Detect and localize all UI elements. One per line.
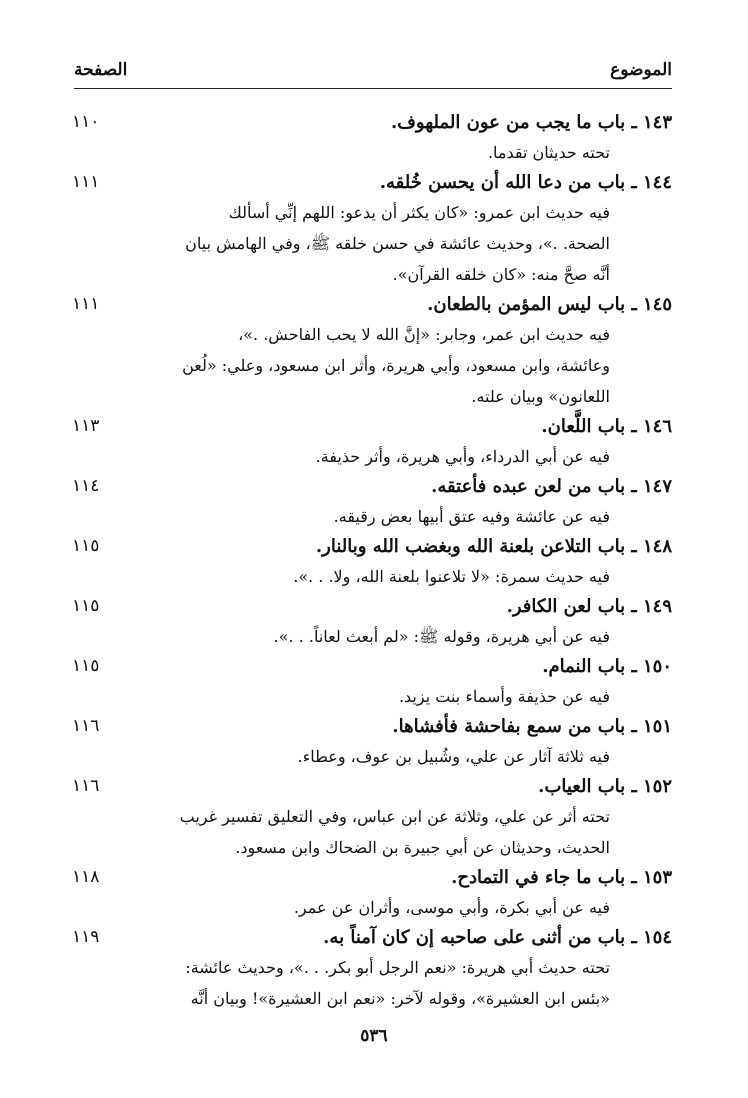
entry-description bbox=[120, 892, 672, 923]
contents-entry bbox=[72, 472, 672, 532]
topic-column-header: الموضوع bbox=[610, 60, 672, 80]
description-line: اللعانون» وبيان علته. bbox=[471, 387, 610, 406]
description-line: فيه عن حذيفة وأسماء بنت يزيد. bbox=[398, 687, 610, 706]
description-line: «بئس ابن العشيرة»، وقوله لآخر: «نعم ابن العشيرة»! وبيان أنَّه bbox=[190, 989, 610, 1008]
description-line: فيه عن عائشة وفيه عتق أبيها بعض رقيقه. bbox=[333, 507, 610, 526]
table-header bbox=[74, 58, 672, 84]
entry-description bbox=[120, 441, 672, 472]
entry-page-number: ١١٣ bbox=[72, 416, 100, 436]
contents-entry bbox=[72, 532, 672, 592]
contents-entry bbox=[72, 412, 672, 472]
entry-page-number: ١١٤ bbox=[72, 476, 100, 496]
description-line: تحته أثر عن علي، وثلاثة عن ابن عباس، وفي التعليق تفسير غريب bbox=[179, 807, 610, 826]
contents-entry bbox=[72, 923, 672, 1014]
header-divider bbox=[74, 88, 672, 89]
entry-description bbox=[120, 561, 672, 592]
entry-description bbox=[120, 741, 672, 772]
description-line: فيه عن أبي بكرة، وأبي موسى، وأثران عن عمر. bbox=[293, 898, 610, 917]
contents-list bbox=[72, 108, 672, 1014]
contents-entry bbox=[72, 652, 672, 712]
entry-title: ١٤٣ ـ باب ما يجب من عون الملهوف. bbox=[391, 112, 672, 133]
page-column-header: الصفحة bbox=[74, 60, 128, 80]
entry-title: ١٥٢ ـ باب العياب. bbox=[538, 776, 672, 797]
entry-title: ١٤٤ ـ باب من دعا الله أن يحسن خُلقه. bbox=[379, 172, 672, 193]
entry-title: ١٤٦ ـ باب اللَّعان. bbox=[541, 416, 672, 437]
entry-page-number: ١١٠ bbox=[72, 112, 100, 132]
entry-description bbox=[120, 319, 672, 412]
description-line: وعائشة، وابن مسعود، وأبي هريرة، وأثر ابن مسعود، وعلي: «لُعن bbox=[182, 356, 610, 375]
contents-entry bbox=[72, 863, 672, 923]
entry-page-number: ١١١ bbox=[72, 172, 100, 192]
entry-page-number: ١١١ bbox=[72, 294, 100, 314]
entry-title: ١٥٤ ـ باب من أثنى على صاحبه إن كان آمناً به. bbox=[323, 927, 672, 948]
description-line: فيه عن أبي الدرداء، وأبي هريرة، وأثر حذيفة. bbox=[315, 447, 610, 466]
description-line: أنَّه صحَّ منه: «كان خلقه القرآن». bbox=[392, 265, 610, 284]
entry-page-number: ١١٥ bbox=[72, 656, 100, 676]
entry-description bbox=[120, 952, 672, 1014]
contents-entry bbox=[72, 712, 672, 772]
entry-description bbox=[120, 681, 672, 712]
entry-description bbox=[120, 501, 672, 532]
entry-description bbox=[120, 621, 672, 652]
contents-entry bbox=[72, 168, 672, 290]
entry-description bbox=[120, 801, 672, 863]
entry-page-number: ١١٨ bbox=[72, 867, 100, 887]
entry-page-number: ١١٦ bbox=[72, 776, 100, 796]
contents-entry bbox=[72, 108, 672, 168]
entry-description bbox=[120, 197, 672, 290]
entry-page-number: ١١٥ bbox=[72, 596, 100, 616]
contents-entry bbox=[72, 290, 672, 412]
entry-page-number: ١١٩ bbox=[72, 927, 100, 947]
entry-title: ١٤٩ ـ باب لعن الكافر. bbox=[506, 596, 672, 617]
entry-title: ١٤٧ ـ باب من لعن عبده فأعتقه. bbox=[431, 476, 672, 497]
entry-description bbox=[120, 137, 672, 168]
entry-title: ١٤٨ ـ باب التلاعن بلعنة الله وبغضب الله وبالنار. bbox=[315, 536, 672, 557]
entry-page-number: ١١٥ bbox=[72, 536, 100, 556]
description-line: تحته حديث أبي هريرة: «نعم الرجل أبو بكر. . .»، وحديث عائشة: bbox=[185, 958, 610, 977]
contents-entry bbox=[72, 592, 672, 652]
description-line: فيه حديث ابن عمرو: «كان يكثر أن يدعو: اللهم إنِّي أسألك bbox=[228, 203, 610, 222]
description-line: فيه عن أبي هريرة، وقوله ﷺ: «لم أبعث لعاناً. . .». bbox=[273, 627, 610, 646]
description-line: الحديث، وحديثان عن أبي جبيرة بن الضحاك وابن مسعود. bbox=[235, 838, 610, 857]
entry-page-number: ١١٦ bbox=[72, 716, 100, 736]
description-line: فيه حديث سمرة: «لا تلاعنوا بلعنة الله، ولا. . .». bbox=[293, 567, 610, 586]
page-number: ٥٣٦ bbox=[360, 1026, 388, 1046]
description-line: فيه حديث ابن عمر، وجابر: «إنَّ الله لا يحب الفاحش. .»، bbox=[238, 325, 610, 344]
entry-title: ١٥٠ ـ باب النمام. bbox=[542, 656, 672, 677]
entry-title: ١٥١ ـ باب من سمع بفاحشة فأفشاها. bbox=[392, 716, 672, 737]
description-line: فيه ثلاثة آثار عن علي، وشُبيل بن عوف، وعطاء. bbox=[297, 747, 610, 766]
entry-title: ١٥٣ ـ باب ما جاء في التمادح. bbox=[451, 867, 672, 888]
entry-title: ١٤٥ ـ باب ليس المؤمن بالطعان. bbox=[427, 294, 672, 315]
description-line: تحته حديثان تقدما. bbox=[487, 143, 610, 162]
description-line: الصحة. .»، وحديث عائشة في حسن خلقه ﷺ، وفي الهامش بيان bbox=[185, 234, 610, 253]
contents-entry bbox=[72, 772, 672, 863]
